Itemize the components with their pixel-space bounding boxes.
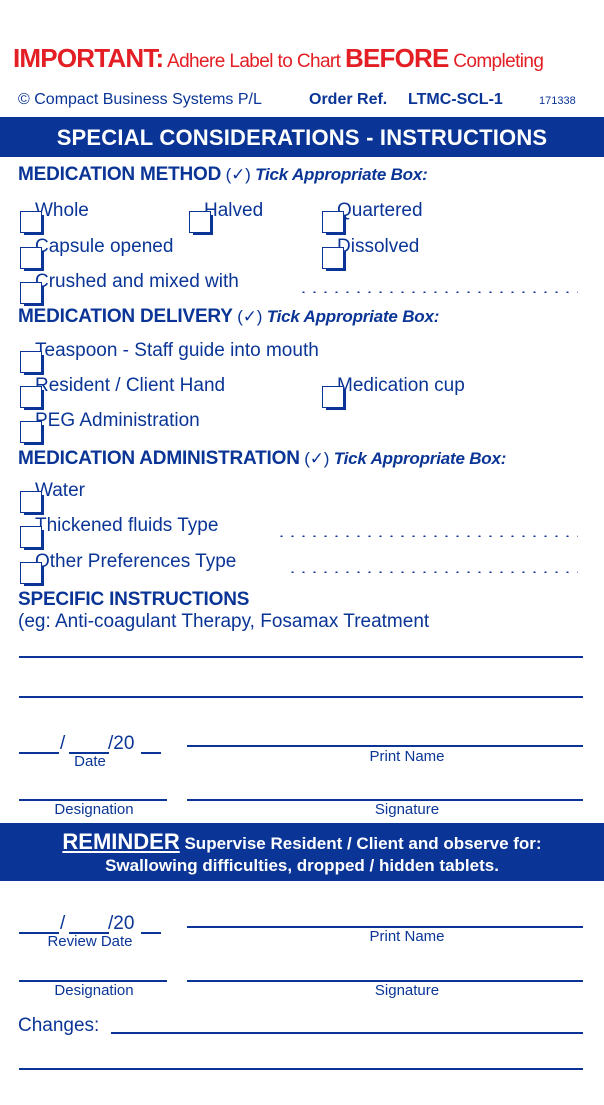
specific-instructions-heading: SPECIFIC INSTRUCTIONS — [18, 589, 250, 610]
checkbox-whole[interactable] — [20, 198, 89, 224]
date-year-prefix: /20 — [108, 733, 135, 754]
checkbox-water[interactable] — [20, 478, 85, 504]
reminder-banner — [0, 823, 604, 881]
checkbox-dissolved[interactable] — [322, 234, 419, 260]
checkbox-label: Water — [35, 480, 85, 501]
important-suffix: Completing — [448, 51, 544, 72]
checkbox-halved[interactable] — [189, 198, 263, 224]
date-label: Date — [74, 753, 106, 770]
checkbox-capsule-opened[interactable] — [20, 234, 173, 260]
serial-number: 171338 — [539, 95, 576, 107]
checkbox-label: Crushed and mixed with — [35, 271, 239, 292]
changes-line-2[interactable] — [19, 1068, 583, 1070]
tick-instruction: Tick Appropriate Box: — [333, 449, 507, 468]
review-print-name-label: Print Name — [369, 928, 445, 945]
thickened-fluids-fill-line[interactable] — [276, 535, 578, 537]
other-preferences-fill-line[interactable] — [287, 571, 578, 573]
section-title: MEDICATION ADMINISTRATION — [18, 448, 300, 469]
checkbox-label: Thickened fluids Type — [35, 515, 219, 536]
signature-label: Signature — [374, 801, 440, 818]
section-title: MEDICATION METHOD — [18, 164, 222, 185]
reminder-line-2: Swallowing difficulties, dropped / hidden tablets. — [105, 856, 499, 875]
form-title-banner — [0, 117, 604, 157]
crushed-mixed-fill-line[interactable] — [298, 291, 578, 293]
important-before: BEFORE — [345, 43, 449, 73]
order-ref-code: LTMC-SCL-1 — [408, 91, 503, 108]
checkbox-label: Medication cup — [337, 375, 465, 396]
tick-instruction: Tick Appropriate Box: — [266, 307, 440, 326]
form-title: SPECIAL CONSIDERATIONS - INSTRUCTIONS — [56, 125, 548, 150]
copyright-text: © Compact Business Systems P/L — [18, 91, 262, 108]
checkbox-resident-hand[interactable] — [20, 373, 225, 399]
reminder-text-1: Supervise Resident / Client and observe for: — [179, 834, 542, 853]
review-date-slash: / — [60, 913, 66, 934]
section-heading-administration — [18, 448, 506, 470]
specific-instructions-example: (eg: Anti-coagulant Therapy, Fosamax Treatment — [18, 611, 430, 632]
date-year-line[interactable] — [141, 752, 161, 754]
checkbox-label: Capsule opened — [35, 236, 174, 257]
checkbox-label: Teaspoon - Staff guide into mouth — [35, 340, 319, 361]
checkbox-label: Whole — [35, 200, 89, 221]
checkbox-quartered[interactable] — [322, 198, 423, 224]
section-title: MEDICATION DELIVERY — [18, 306, 233, 327]
section-heading-delivery — [18, 306, 439, 328]
checkbox-label: Resident / Client Hand — [35, 375, 226, 396]
review-designation-label: Designation — [54, 982, 134, 999]
instructions-line-2[interactable] — [19, 696, 583, 698]
instructions-line-1[interactable] — [19, 656, 583, 658]
checkbox-teaspoon[interactable] — [20, 338, 319, 364]
important-mid: Adhere Label to Chart — [163, 51, 345, 72]
important-notice — [13, 43, 543, 74]
important-prefix: IMPORTANT: — [13, 43, 164, 73]
print-name-label: Print Name — [369, 748, 445, 765]
checkbox-label: Other Preferences Type — [35, 551, 237, 572]
review-date-year-prefix: /20 — [108, 913, 135, 934]
designation-label: Designation — [54, 801, 134, 818]
tick-mark: (✓) — [299, 449, 334, 468]
print-name-line[interactable] — [187, 745, 583, 747]
review-date-label: Review Date — [47, 933, 133, 950]
checkbox-crushed-mixed[interactable] — [20, 269, 239, 295]
checkbox-other-preferences[interactable] — [20, 549, 236, 575]
checkbox-medication-cup[interactable] — [322, 373, 465, 399]
reminder-word: REMINDER — [62, 829, 180, 854]
order-ref-label: Order Ref. — [309, 91, 388, 108]
review-signature-label: Signature — [374, 982, 440, 999]
checkbox-label: Halved — [204, 200, 264, 221]
changes-label: Changes: — [18, 1015, 100, 1036]
tick-mark: (✓) — [221, 165, 256, 184]
reminder-line-1 — [0, 829, 604, 855]
date-slash: / — [60, 733, 66, 754]
checkbox-thickened-fluids[interactable] — [20, 513, 218, 539]
checkbox-label: Dissolved — [337, 236, 420, 257]
checkbox-peg[interactable] — [20, 408, 200, 434]
section-heading-method — [18, 164, 428, 186]
tick-mark: (✓) — [232, 307, 267, 326]
changes-line-1[interactable] — [111, 1032, 583, 1034]
date-day-line[interactable] — [19, 752, 59, 754]
checkbox-label: PEG Administration — [35, 410, 200, 431]
tick-instruction: Tick Appropriate Box: — [255, 165, 428, 184]
checkbox-label: Quartered — [337, 200, 423, 221]
